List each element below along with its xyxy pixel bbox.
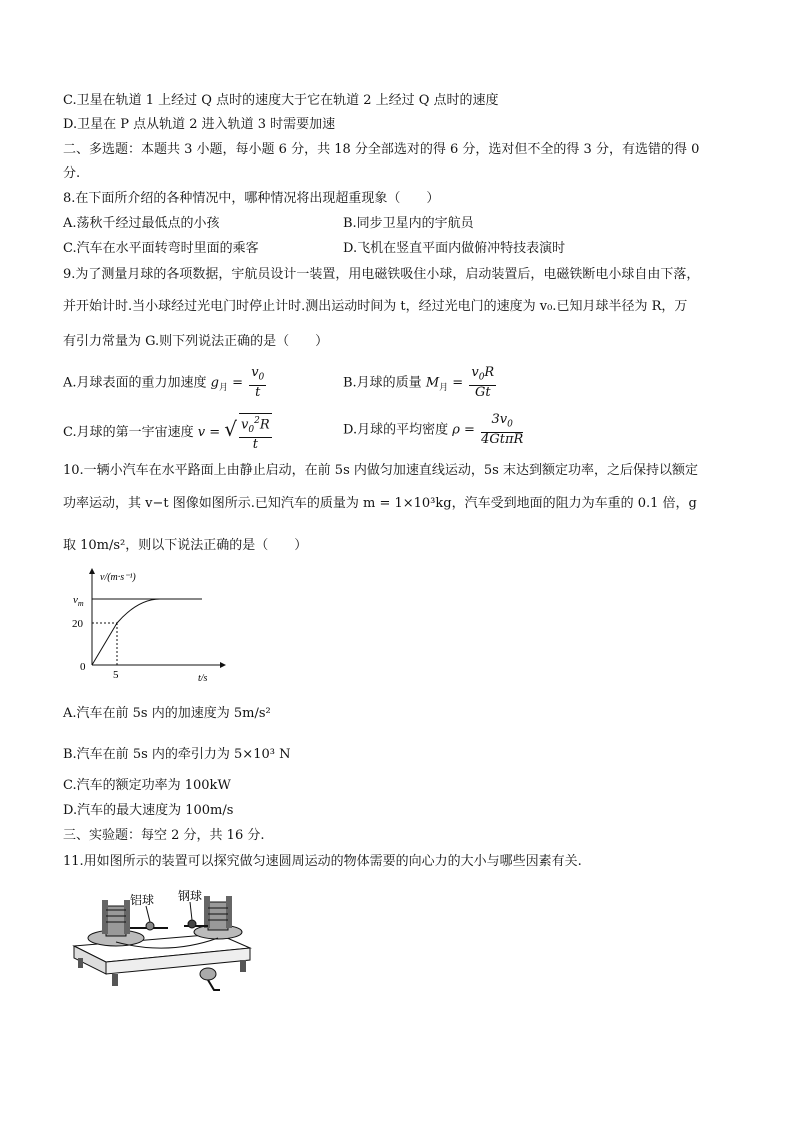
graph-ylabel: v/(m·s⁻¹) [100, 572, 136, 583]
vt-graph [70, 566, 230, 686]
question-8: 8.在下面所介绍的各种情况中，哪种情况将出现超重现象（ ） [63, 191, 440, 206]
question-11: 11.用如图所示的装置可以探究做匀速圆周运动的物体需要的向心力的大小与哪些因素有关. [63, 854, 582, 869]
graph-tick-5: 5 [113, 669, 119, 681]
q9-option-c: C.月球的第一宇宙速度 v = √ $\frac{v_0^2R}{t}$ [63, 413, 274, 452]
q8-option-d: D.飞机在竖直平面内做俯冲特技表演时 [343, 241, 566, 256]
formula-c: √ $\frac{v_0^2R}{t}$ [224, 413, 273, 452]
option-d-orbit: D.卫星在 P 点从轨道 2 进入轨道 3 时需要加速 [63, 117, 336, 132]
option-c-orbit: C.卫星在轨道 1 上经过 Q 点时的速度大于它在轨道 2 上经过 Q 点时的速度 [63, 93, 499, 108]
section-3-heading: 三、实验题：每空 2 分，共 16 分. [63, 828, 265, 843]
q8-option-a: A.荡秋千经过最低点的小孩 [63, 216, 220, 231]
question-10-line3: 取 10m/s²，则以下说法正确的是（ ） [63, 538, 308, 553]
question-10-line1: 10.一辆小汽车在水平路面上由静止启动，在前 5s 内做匀加速直线运动，5s 末达到额定功率，之后保持以额定 [63, 463, 698, 478]
q9-option-a: A.月球表面的重力加速度 $g_月$ = $\frac{v_0}{t}$ [63, 365, 265, 400]
label-aluminum-ball: 铝球 [130, 893, 155, 907]
q10-option-c: C.汽车的额定功率为 100kW [63, 778, 231, 793]
question-9-line3: 有引力常量为 G.则下列说法正确的是（ ） [63, 334, 329, 349]
q9-option-b: B.月球的质量 $M_月$ = $\frac{v_0R}{Gt}$ [343, 365, 495, 400]
q9-option-d: D.月球的平均密度 ρ = $\frac{3v_0}{\text{4GtπR}}$ [343, 412, 524, 447]
label-steel-ball: 钢球 [178, 889, 203, 903]
formula-a: $\frac{v_0}{t}$ [251, 365, 265, 400]
q8-option-b: B.同步卫星内的宇航员 [343, 216, 474, 231]
section-2-heading-cont: 分. [63, 166, 81, 181]
question-9-line2: 并开始计时.当小球经过光电门时停止计时.测出运动时间为 t，经过光电门的速度为 v₀.已知月球半径为 R，万 [63, 299, 688, 314]
q10-option-d: D.汽车的最大速度为 100m/s [63, 803, 234, 818]
formula-d: $\frac{3v_0}{\text{4GtπR}}$ [481, 412, 524, 447]
q10-option-a: A.汽车在前 5s 内的加速度为 5m/s² [63, 706, 271, 721]
section-2-heading: 二、多选题：本题共 3 小题，每小题 6 分，共 18 分全部选对的得 6 分，选对但不全的得 3 分，有选错的得 0 [63, 142, 700, 157]
graph-vm: $v_m$ [73, 594, 84, 608]
question-10-line2: 功率运动，其 v−t 图像如图所示.已知汽车的质量为 m = 1×10³kg，汽车受到地面的阻力为车重的 0.1 倍，g [63, 496, 697, 511]
question-9-line1: 9.为了测量月球的各项数据，宇航员设计一装置，用电磁铁吸住小球，启动装置后，电磁铁断电小球自由下落， [63, 267, 700, 282]
q8-option-c: C.汽车在水平面转弯时里面的乘客 [63, 241, 259, 256]
graph-xlabel: t/s [198, 673, 208, 684]
q10-option-b: B.汽车在前 5s 内的牵引力为 5×10³ N [63, 747, 291, 762]
graph-tick-0: 0 [80, 661, 86, 673]
centripetal-apparatus [68, 886, 258, 1006]
formula-b: $\frac{v_0R}{Gt}$ [471, 365, 495, 400]
graph-tick-20: 20 [72, 618, 83, 630]
